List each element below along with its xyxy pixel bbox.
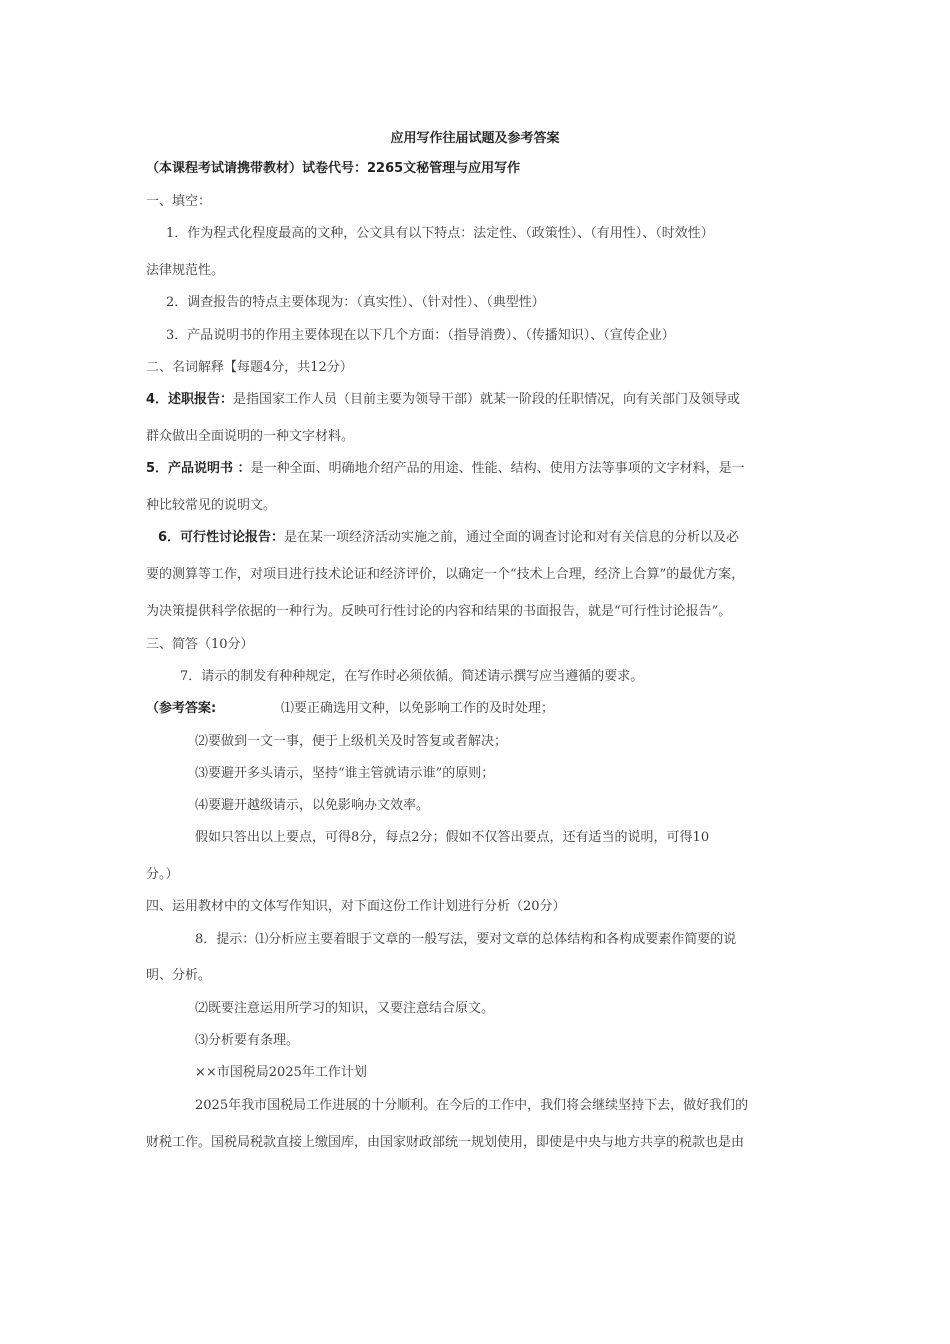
answer-point-1: ⑴要正确选用文种，以免影响工作的及时处理；	[281, 701, 555, 716]
scoring-note-line-1: 假如只答出以上要点，可得8分，每点2分；假如不仅答出要点，还有适当的说明，可得10	[195, 830, 710, 845]
question-4-term: 4．述职报告：	[146, 392, 234, 407]
section-4-heading: 四、运用教材中的文体写作知识，对下面这份工作计划进行分析（20分）	[146, 899, 566, 914]
question-2: 2．调查报告的特点主要体现为：（真实性）、（针对性）、（典型性）	[166, 295, 545, 310]
question-6-line-3: 为决策提供科学依据的一种行为。反映可行性讨论的内容和结果的书面报告，就是“可行性讨论报告”。	[146, 604, 732, 619]
question-3: 3．产品说明书的作用主要体现在以下几个方面：（指导消费）、（传播知识）、（宣传企业）	[166, 328, 675, 343]
question-6-term: 6．可行性讨论报告：	[158, 530, 285, 545]
scoring-note-line-2: 分。）	[146, 867, 179, 882]
question-8-line-1: 8．提示：⑴分析应主要着眼于文章的一般写法，要对文章的总体结构和各构成要素作简要的说	[195, 932, 737, 947]
question-4-line-1	[146, 391, 740, 409]
question-5-line-2: 种比较常见的说明文。	[146, 498, 277, 513]
exam-subtitle: （本课程考试请携带教材）试卷代号：2265文秘管理与应用写作	[146, 161, 521, 176]
question-5-definition: 是一种全面、明确地介绍产品的用途、性能、结构、使用方法等事项的文字材料，是一	[250, 461, 745, 476]
question-4-definition: 是指国家工作人员（目前主要为领导干部）就某一阶段的任职情况，向有关部门及领导或	[233, 392, 741, 407]
question-6-line-2: 要的测算等工作，对项目进行技术论证和经济评价，以确定一个“技术上合理，经济上合算”的最优方案，	[146, 567, 745, 582]
answer-label: （参考答案:	[146, 701, 217, 716]
section-2-heading: 二、名词解释【每题4分，共12分）	[146, 360, 353, 375]
question-5-line-1	[146, 460, 745, 478]
question-8-line-2: 明、分析。	[146, 968, 212, 983]
plan-paragraph-line-1: 2025年我市国税局工作进展的十分顺利。在今后的工作中，我们将会继续坚持下去，做好我们的	[195, 1098, 749, 1113]
question-4-line-2: 群众做出全面说明的一种文字材料。	[146, 429, 355, 444]
tip-3: ⑶分析要有条理。	[195, 1033, 300, 1048]
plan-title: ××市国税局2025年工作计划	[195, 1065, 367, 1080]
document-title: 应用写作往届试题及参考答案	[390, 131, 560, 146]
question-6-line-1	[158, 529, 739, 547]
answer-point-3: ⑶要避开多头请示，坚持“谁主管就请示谁”的原则；	[195, 766, 495, 781]
answer-point-2: ⑵要做到一文一事，便于上级机关及时答复或者解决；	[195, 734, 508, 749]
question-1-line-1: 1．作为程式化程度最高的文种，公文具有以下特点：法定性、（政策性）、（有用性）、（时效性）	[166, 226, 714, 241]
question-6-definition: 是在某一项经济活动实施之前，通过全面的调查讨论和对有关信息的分析以及必	[284, 530, 740, 545]
section-1-heading: 一、填空：	[146, 194, 212, 209]
question-7: 7．请示的制发有种种规定，在写作时必须依循。简述请示撰写应当遵循的要求。	[180, 669, 644, 684]
answer-point-4: ⑷要避开越级请示，以免影响办文效率。	[195, 798, 430, 813]
plan-paragraph-line-2: 财税工作。国税局税款直接上缴国库，由国家财政部统一规划使用，即使是中央与地方共享的税款也是由	[146, 1135, 745, 1150]
tip-2: ⑵既要注意运用所学习的知识，又要注意结合原文。	[195, 1001, 495, 1016]
question-1-line-2: 法律规范性。	[146, 263, 225, 278]
question-5-term: 5．产品说明书 ：	[146, 461, 251, 476]
section-3-heading: 三、简答（10分）	[146, 637, 254, 652]
